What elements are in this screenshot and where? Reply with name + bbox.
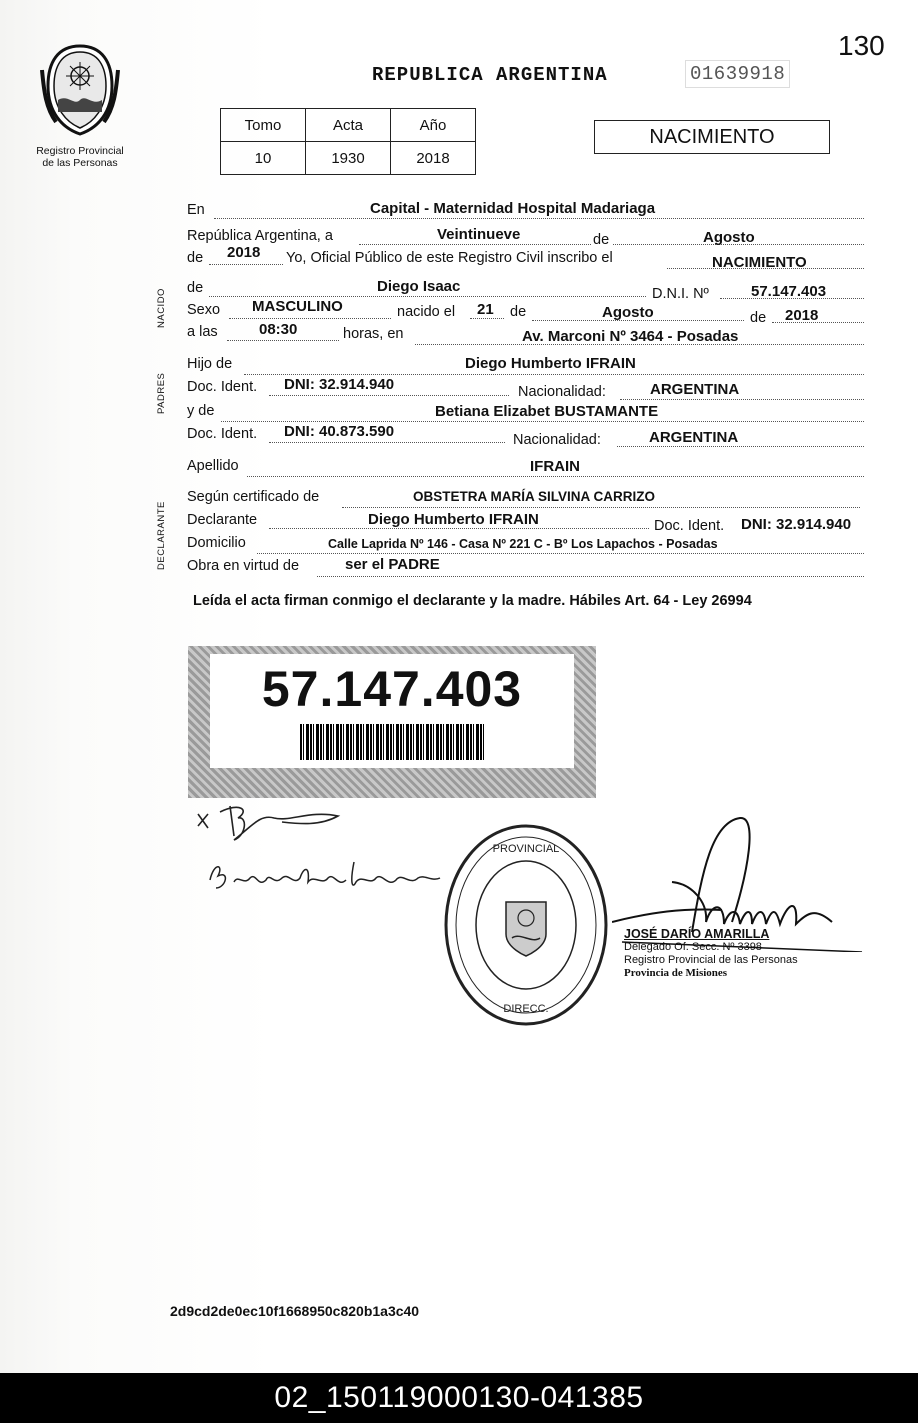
label-dni: D.N.I. Nº [652, 286, 709, 302]
closing-statement: Leída el acta firman conmigo el declarante y la madre. Hábiles Art. 64 - Ley 26994 [193, 593, 752, 609]
field-declarante: Diego Humberto IFRAIN [368, 511, 539, 528]
field-lugar-nac: Av. Marconi Nº 3464 - Posadas [522, 328, 739, 345]
line-padre-doc [187, 376, 864, 400]
line-obra [187, 556, 864, 576]
label-de: de [593, 232, 610, 248]
barcode [300, 724, 484, 760]
label-apellido: Apellido [187, 458, 239, 474]
official-role: Delegado Of. Secc. Nº 3398 [624, 941, 762, 953]
serial-number: 01639918 [685, 60, 790, 88]
line-apellido [187, 456, 864, 476]
label-declarante: Declarante [187, 512, 258, 528]
label-en: En [187, 202, 205, 218]
page-number: 130 [838, 30, 885, 61]
field-apellido: IFRAIN [530, 458, 580, 475]
label-y-de: y de [187, 403, 215, 419]
label-yo: Yo, Oficial Público de este Registro Civil inscribo el [286, 250, 613, 266]
tomo-header: Tomo [221, 109, 306, 142]
dni-stamp [188, 646, 596, 798]
label-de: de [510, 304, 527, 320]
side-label-nacido: NACIDO [156, 288, 167, 328]
province-logo [30, 42, 130, 169]
label-segun: Según certificado de [187, 489, 320, 505]
record-type-box: NACIMIENTO [594, 120, 830, 154]
document-hash: 2d9cd2de0ec10f1668950c820b1a3c40 [170, 1303, 420, 1319]
side-label-declarante: DECLARANTE [156, 501, 167, 570]
anio-header: Año [391, 109, 476, 142]
label-obra: Obra en virtud de [187, 558, 300, 574]
field-padre: Diego Humberto IFRAIN [465, 355, 636, 372]
official-block [624, 928, 798, 980]
label-hijo-de: Hijo de [187, 356, 233, 372]
misiones-shield-icon [38, 42, 122, 138]
label-doc-ident: Doc. Ident. [187, 379, 258, 395]
label-republica: República Argentina, a [187, 228, 333, 244]
field-dni: 57.147.403 [751, 283, 827, 300]
line-madre-doc [187, 423, 864, 448]
field-mes-acta: Agosto [703, 229, 755, 246]
field-dia-nac: 21 [477, 301, 494, 318]
line-hora [187, 321, 864, 345]
logo-caption: Registro Provincial de las Personas [36, 145, 124, 169]
field-madre: Betiana Elizabet BUSTAMANTE [435, 403, 659, 420]
label-sexo: Sexo [187, 302, 221, 318]
svg-text:PROVINCIAL: PROVINCIAL [492, 843, 560, 855]
label-de: de [750, 310, 767, 326]
stamp-number: 57.147.403 [261, 661, 523, 717]
svg-text:DIRECC.: DIRECC. [503, 1003, 549, 1015]
anio-value: 2018 [391, 142, 476, 175]
field-anio-nac: 2018 [785, 307, 819, 324]
field-obra: ser el PADRE [345, 556, 440, 573]
official-seal [442, 822, 610, 1028]
dni-stamp-panel [210, 654, 574, 768]
side-label-padres: PADRES [156, 372, 167, 414]
field-acto: NACIMIENTO [712, 254, 807, 271]
footer-id-bar: 02_150119000130-041385 [0, 1373, 918, 1423]
line-nombre [187, 278, 864, 302]
official-office: Registro Provincial de las Personas [624, 954, 798, 966]
field-dia-letras: Veintinueve [437, 226, 521, 243]
field-domicilio: Calle Laprida Nº 146 - Casa Nº 221 C - Bº Los Lapachos - Posadas [328, 537, 718, 551]
line-domicilio [187, 533, 864, 553]
label-de: de [187, 250, 204, 266]
field-padre-nac: ARGENTINA [650, 381, 740, 398]
label-nacionalidad: Nacionalidad: [513, 432, 601, 448]
line-certificado [187, 487, 864, 507]
label-doc-ident: Doc. Ident. [654, 518, 725, 534]
label-doc-ident: Doc. Ident. [187, 426, 258, 442]
acta-value: 1930 [306, 142, 391, 175]
label-nacionalidad: Nacionalidad: [518, 384, 606, 400]
line-fecha [187, 226, 864, 246]
field-anio-acta: 2018 [227, 244, 261, 261]
label-de: de [187, 280, 204, 296]
field-sexo: MASCULINO [252, 298, 343, 315]
field-certificado: OBSTETRA MARÍA SILVINA CARRIZO [413, 489, 655, 504]
label-domicilio: Domicilio [187, 535, 246, 551]
line-sexo [187, 298, 864, 326]
field-mes-nac: Agosto [602, 304, 654, 321]
line-lugar [187, 200, 864, 220]
official-name: JOSÉ DARÍO AMARILLA [624, 927, 770, 941]
line-padre [187, 354, 864, 374]
acta-header: Acta [306, 109, 391, 142]
line-inscripcion [187, 244, 864, 271]
field-padre-doc: DNI: 32.914.940 [284, 376, 395, 393]
line-declarante [187, 510, 864, 534]
field-madre-nac: ARGENTINA [649, 429, 739, 446]
record-table [220, 108, 476, 175]
line-madre [187, 401, 864, 421]
label-a-las: a las [187, 324, 218, 340]
document-title: REPUBLICA ARGENTINA [372, 64, 608, 86]
field-declarante-doc: DNI: 32.914.940 [741, 516, 852, 533]
label-nacido-el: nacido el [397, 304, 456, 320]
field-madre-doc: DNI: 40.873.590 [284, 423, 395, 440]
field-hora: 08:30 [259, 321, 298, 338]
declarant-signature [190, 796, 360, 846]
official-province: Provincia de Misiones [624, 967, 728, 979]
label-horas-en: horas, en [343, 326, 404, 342]
field-nombre: Diego Isaac [377, 278, 461, 295]
tomo-value: 10 [221, 142, 306, 175]
mother-signature [204, 852, 444, 902]
field-lugar: Capital - Maternidad Hospital Madariaga [370, 200, 656, 217]
